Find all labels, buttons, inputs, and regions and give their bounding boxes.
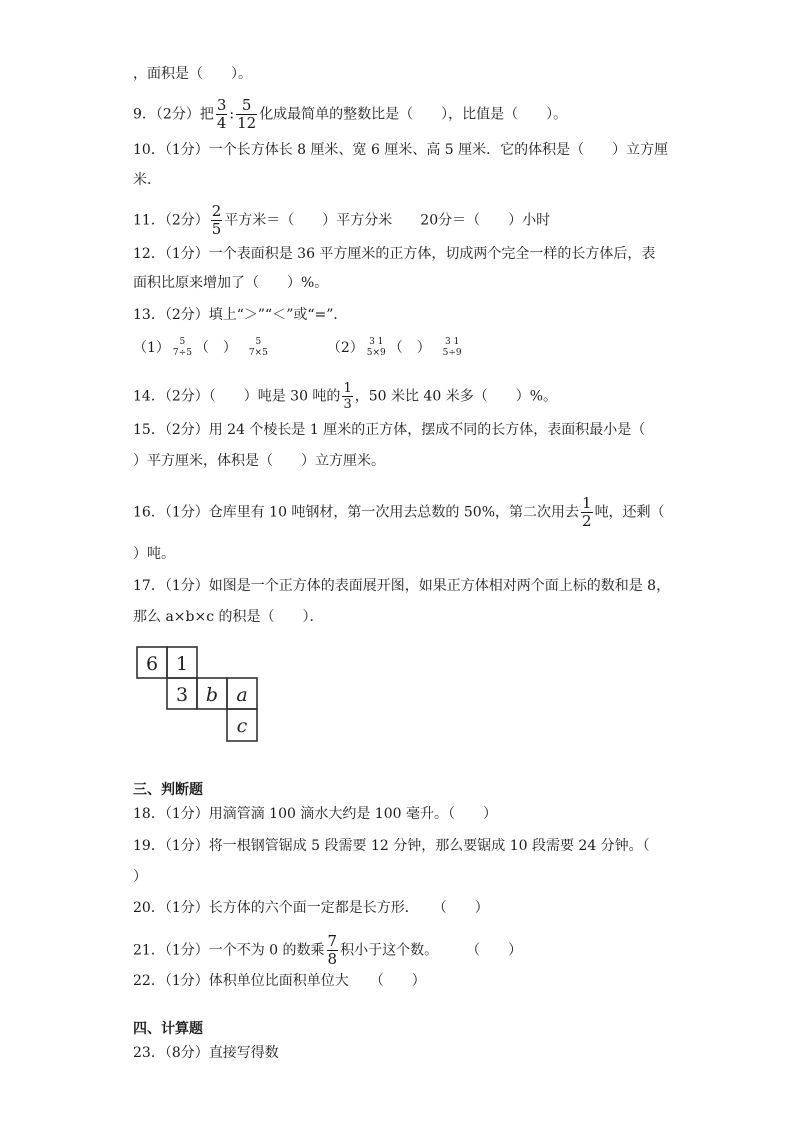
question-15-line2: ）平方厘米，体积是（ ）立方厘米。 <box>133 453 385 469</box>
fraction-3-4: $\frac{3}{4}$ <box>216 96 227 132</box>
fraction-5-12: $\frac{5}{12}$ <box>237 96 257 132</box>
question-15-line1: 15．（2分）用 24 个棱长是 1 厘米的正方体，摆成不同的长方体，表面积最小是（ <box>133 422 646 438</box>
question-17-line2: 那么 a×b×c 的积是（ ）． <box>133 609 324 625</box>
question-13: 13．（2分）填上“＞”“＜”或“=”． <box>133 307 348 323</box>
question-17-line1: 17．（1分）如图是一个正方体的表面展开图，如果正方体相对两个面上标的数和是 8， <box>133 578 671 594</box>
cube-net-figure <box>136 645 262 745</box>
fraction-1-3: $\frac{1}{3}$ <box>343 381 352 412</box>
net-cell-a: a <box>236 684 248 706</box>
section-calculation-heading: 四、计算题 <box>133 1021 203 1037</box>
section-judgement-heading: 三、判断题 <box>133 782 203 798</box>
q13-part1: （1） <box>133 340 170 356</box>
question-13-parts: （1） 5 7÷5 （ ） 5 7×5 （2） 3 1 5×9 （ ） 3 1 5÷9 <box>133 337 462 358</box>
question-23: 23．（8分）直接写得数 <box>133 1045 279 1061</box>
question-20: 20．（1分）长方体的六个面一定都是长方形． （ ） <box>133 900 489 916</box>
question-10-line1: 10．（1分）一个长方体长 8 厘米、宽 6 厘米、高 5 厘米．它的体积是（ ）立方厘 <box>133 142 669 158</box>
expr-3-5-times-1-9: 3 1 5×9 <box>366 337 386 358</box>
question-14: 14．（2分）（ ）吨是 30 吨的 $\frac{1}{3}$ ，50 米比 40 米多（ ）%。 <box>133 381 558 412</box>
net-cell-3: 3 <box>175 684 189 706</box>
expr-5-div-7-5: 5 7÷5 <box>172 337 192 358</box>
question-16-line2: ）吨。 <box>133 546 175 562</box>
question-21: 21．（1分）一个不为 0 的数乘 $\frac{7}{8}$ 积小于这个数。 （ ） <box>133 932 523 968</box>
fraction-1-2: $\frac{1}{2}$ <box>582 494 592 530</box>
question-11: 11．（2分） $\frac{2}{5}$ 平方米＝（ ）平方分米 20分＝（ ）小时 <box>133 202 551 238</box>
net-cell-1: 1 <box>175 653 189 675</box>
expr-5-times-7-5: 5 7×5 <box>248 337 268 358</box>
fraction-7-8: $\frac{7}{8}$ <box>327 932 338 968</box>
q8-tail: ，面积是（ ）。 <box>133 66 252 82</box>
question-19-line2: ） <box>133 869 147 885</box>
net-cell-6: 6 <box>145 653 159 675</box>
q9-suffix: 化成最简单的整数比是（ ），比值是（ ）。 <box>259 106 568 123</box>
q9-prefix: 9．（2分）把 <box>133 106 214 123</box>
question-16-line1: 16．（1分）仓库里有 10 吨钢材，第一次用去总数的 50%，第二次用去 $\frac{1}{2}$ 吨，还剩（ <box>133 494 665 530</box>
ratio-colon: : <box>229 106 235 123</box>
question-18: 18．（1分）用滴管滴 100 滴水大约是 100 毫升。（ ） <box>133 806 497 822</box>
question-10-line2: 米． <box>133 172 161 188</box>
q13-part2: （2） <box>326 340 364 356</box>
fraction-2-5: $\frac{2}{5}$ <box>211 202 222 238</box>
question-19-line1: 19．（1分）将一根钢管锯成 5 段需要 12 分钟，那么要锯成 10 段需要 24 分钟。（ <box>133 838 650 854</box>
question-9 <box>133 98 567 131</box>
expr-3-5-div-1-9: 3 1 5÷9 <box>442 337 462 358</box>
net-cell-c: c <box>236 715 248 737</box>
question-22: 22．（1分）体积单位比面积单位大 （ ） <box>133 973 426 989</box>
net-cell-b: b <box>205 684 219 706</box>
question-12-line1: 12．（1分）一个表面积是 36 平方厘米的正方体，切成两个完全一样的长方体后，表 <box>133 246 656 262</box>
question-12-line2: 面积比原来增加了（ ）%。 <box>133 275 329 291</box>
